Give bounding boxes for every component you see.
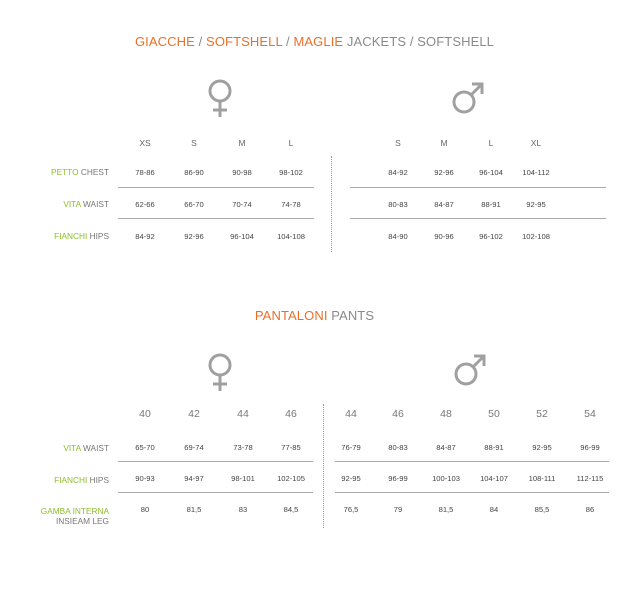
table-cell: 73-78 — [233, 443, 253, 452]
row-divider — [118, 461, 313, 462]
title-sep: / — [282, 34, 294, 49]
table-cell: 96-104 — [479, 168, 503, 177]
table-cell: 84-90 — [388, 232, 408, 241]
row-divider — [350, 187, 606, 188]
table-cell: 104-112 — [522, 168, 550, 177]
table-cell: 70-74 — [232, 200, 252, 209]
pants-female-size: 42 — [188, 408, 200, 420]
row-label-waist — [63, 443, 109, 453]
table-cell: 96-104 — [230, 232, 254, 241]
table-cell: 100-103 — [432, 474, 460, 483]
row-label-en: WAIST — [80, 199, 109, 209]
row-label-it: VITA — [63, 443, 81, 453]
jackets-male-size: S — [395, 138, 401, 148]
table-cell: 76,5 — [343, 505, 359, 514]
row-divider — [118, 492, 313, 493]
table-cell: 74-78 — [281, 200, 301, 209]
table-cell: 96-99 — [580, 443, 600, 452]
table-cell: 81,5 — [438, 505, 454, 514]
pants-male-size: 48 — [440, 408, 452, 420]
male-symbol-icon — [450, 348, 490, 392]
title-softshell: SOFTSHELL — [206, 34, 283, 49]
table-cell: 108-111 — [528, 474, 556, 483]
title-jackets-softshell: JACKETS / SOFTSHELL — [343, 34, 495, 49]
jackets-female-size: L — [288, 138, 294, 148]
row-label-en: HIPS — [87, 231, 109, 241]
row-label-inseam — [41, 506, 109, 516]
column-divider — [323, 404, 324, 528]
table-cell: 84-92 — [135, 232, 155, 241]
table-cell: 98-101 — [231, 474, 255, 483]
row-label-it: VITA — [63, 199, 81, 209]
table-cell: 83 — [238, 505, 248, 514]
jackets-male-size: L — [488, 138, 494, 148]
jackets-male-size: XL — [530, 138, 542, 148]
pants-male-size: 52 — [536, 408, 548, 420]
table-cell: 102-108 — [522, 232, 550, 241]
row-divider — [118, 187, 314, 188]
pants-male-size: 44 — [345, 408, 357, 420]
jackets-title — [0, 34, 629, 49]
table-cell: 62-66 — [135, 200, 155, 209]
table-cell: 88-91 — [484, 443, 504, 452]
title-giacche: GIACCHE — [134, 34, 195, 49]
female-symbol-icon — [200, 76, 240, 120]
table-cell: 78-86 — [135, 168, 155, 177]
row-label-it: FIANCHI — [54, 475, 88, 485]
row-divider — [335, 461, 609, 462]
table-cell: 66-70 — [184, 200, 204, 209]
title-maglie: MAGLIE — [293, 34, 344, 49]
male-symbol-icon — [448, 76, 488, 120]
jackets-female-size: XS — [139, 138, 151, 148]
row-label-it: FIANCHI — [54, 231, 88, 241]
row-label-hips — [54, 475, 109, 485]
jackets-female-size: M — [238, 138, 246, 148]
table-cell: 104-108 — [277, 232, 305, 241]
table-cell: 92-96 — [184, 232, 204, 241]
row-divider — [118, 218, 314, 219]
title-sep: / — [194, 34, 207, 49]
table-cell: 86 — [585, 505, 595, 514]
table-cell: 80-83 — [388, 443, 408, 452]
pants-male-size: 50 — [488, 408, 500, 420]
row-divider — [335, 492, 609, 493]
row-label-it: PETTO — [51, 167, 79, 177]
table-cell: 90-96 — [434, 232, 454, 241]
table-cell: 84-92 — [388, 168, 408, 177]
table-cell: 98-102 — [279, 168, 303, 177]
table-cell: 81,5 — [186, 505, 202, 514]
row-label-inseam-en — [56, 516, 109, 526]
table-cell: 84-87 — [434, 200, 454, 209]
table-cell: 96-99 — [388, 474, 408, 483]
row-divider — [350, 218, 606, 219]
table-cell: 85,5 — [534, 505, 550, 514]
table-cell: 86-90 — [184, 168, 204, 177]
table-cell: 90-98 — [232, 168, 252, 177]
pants-title — [0, 308, 629, 323]
pants-female-size: 46 — [285, 408, 297, 420]
table-cell: 88-91 — [481, 200, 501, 209]
pants-female-size: 40 — [139, 408, 151, 420]
table-cell: 92-95 — [341, 474, 361, 483]
pants-male-size: 46 — [392, 408, 404, 420]
table-cell: 90-93 — [135, 474, 155, 483]
table-cell: 84,5 — [283, 505, 299, 514]
table-cell: 79 — [393, 505, 403, 514]
jackets-female-size: S — [191, 138, 197, 148]
table-cell: 77-85 — [281, 443, 301, 452]
title-pants: PANTS — [327, 308, 375, 323]
table-cell: 94-97 — [184, 474, 204, 483]
table-cell: 96-102 — [479, 232, 503, 241]
row-label-en: HIPS — [87, 475, 109, 485]
column-divider — [331, 156, 332, 252]
row-label-en: CHEST — [78, 167, 109, 177]
pants-male-size: 54 — [584, 408, 596, 420]
title-pantaloni: PANTALONI — [254, 308, 328, 323]
table-cell: 102-105 — [277, 474, 305, 483]
table-cell: 69-74 — [184, 443, 204, 452]
pants-female-size: 44 — [237, 408, 249, 420]
table-cell: 92-95 — [532, 443, 552, 452]
table-cell: 92-96 — [434, 168, 454, 177]
female-symbol-icon — [200, 350, 240, 394]
table-cell: 80-83 — [388, 200, 408, 209]
row-label-en: INSIEAM LEG — [55, 516, 109, 526]
table-cell: 84-87 — [436, 443, 456, 452]
table-cell: 112-115 — [576, 474, 604, 483]
table-cell: 92-95 — [526, 200, 546, 209]
row-label-chest — [51, 167, 109, 177]
row-label-hips — [54, 231, 109, 241]
row-label-it: GAMBA INTERNA — [40, 506, 109, 516]
row-label-en: WAIST — [80, 443, 109, 453]
table-cell: 80 — [140, 505, 150, 514]
jackets-male-size: M — [440, 138, 448, 148]
table-cell: 84 — [489, 505, 499, 514]
row-label-waist — [63, 199, 109, 209]
table-cell: 65-70 — [135, 443, 155, 452]
table-cell: 104-107 — [480, 474, 508, 483]
table-cell: 76-79 — [341, 443, 361, 452]
